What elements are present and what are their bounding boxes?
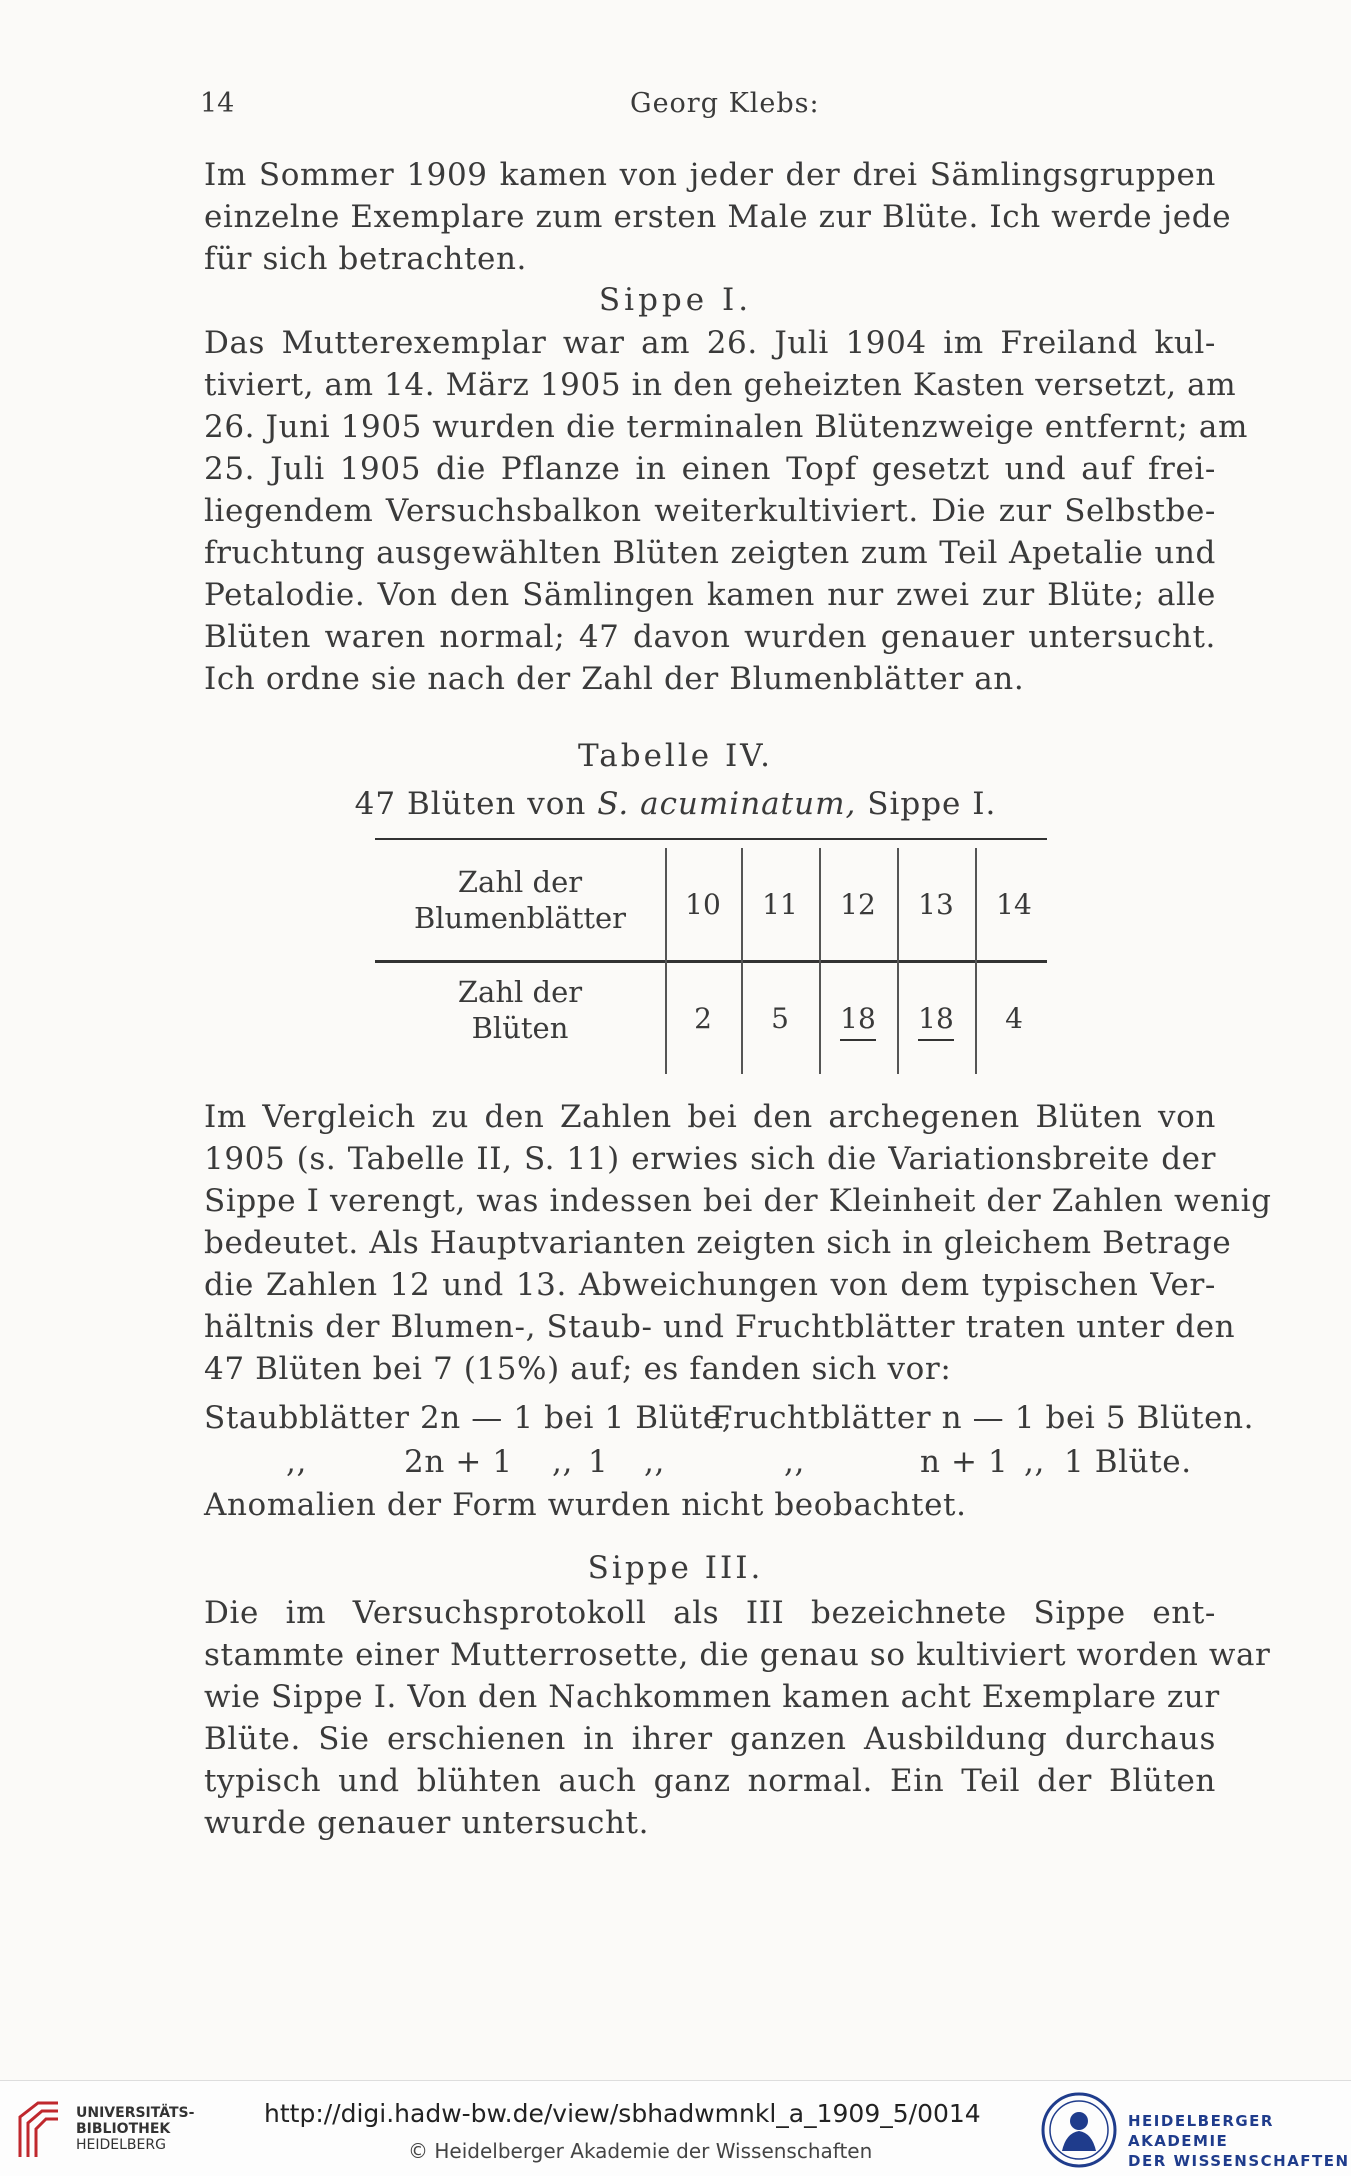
text-line: 26. Juni 1905 wurden die terminalen Blütenzweige entfernt; am (204, 409, 1248, 445)
cell-value: 18 (840, 1002, 876, 1041)
section-heading-sippe-1: Sippe I. (598, 282, 753, 318)
text-line: hältnis der Blumen-, Staub- und Fruchtblätter traten unter den (204, 1309, 1236, 1345)
university-library-name (76, 2105, 194, 2153)
table-divider (819, 848, 821, 1074)
list-item: 1 (588, 1444, 609, 1480)
ditto-mark: ,, (286, 1444, 307, 1480)
caption-suffix: Sippe I. (867, 786, 997, 822)
list-item: 1 Blüte. (1064, 1444, 1192, 1480)
ub-line: HEIDELBERG (76, 2137, 166, 2153)
table-cell: 2 (694, 1002, 712, 1035)
text-line: Das Mutterexemplar war am 26. Juli 1904 im Freiland kul- (204, 325, 1216, 361)
text-line: Sippe I verengt, was indessen bei der Kleinheit der Zahlen wenig (204, 1183, 1272, 1219)
table-middle-rule (375, 960, 1047, 963)
row-header-line: Blumenblätter (413, 901, 627, 935)
comparison-paragraph (204, 1096, 1272, 1390)
text-line: wie Sippe I. Von den Nachkommen kamen acht Exemplare zur (204, 1679, 1220, 1715)
text-line: die Zahlen 12 und 13. Abweichungen von dem typischen Ver- (204, 1267, 1216, 1303)
academy-line: HEIDELBERGER AKADEMIE (1128, 2112, 1274, 2150)
permalink-url[interactable]: http://digi.hadw-bw.de/view/sbhadwmnkl_a_1909_5/0014 (264, 2099, 981, 2128)
text-line: Die im Versuchsprotokoll als III bezeichnete Sippe ent- (204, 1595, 1216, 1631)
academy-name (1128, 2111, 1351, 2171)
university-library-logo-icon (14, 2099, 64, 2159)
table-title: Tabelle IV. (577, 738, 774, 774)
ub-line: BIBLIOTHEK (76, 2121, 171, 2137)
list-item: 2n + 1 (404, 1444, 513, 1480)
row-header-blumenblaetter (375, 864, 665, 936)
table-cell: 10 (685, 888, 721, 921)
table-divider (975, 848, 977, 1074)
text-line: Im Sommer 1909 kamen von jeder der drei Sämlingsgruppen (204, 157, 1216, 193)
data-table (375, 838, 1047, 1074)
viewer-footer (0, 2080, 1351, 2176)
text-line: stammte einer Mutterrosette, die genau so kultiviert worden war (204, 1637, 1271, 1673)
text-line: liegendem Versuchsbalkon weiterkultiviert. Die zur Selbstbe- (204, 493, 1216, 529)
list-item: Staubblätter 2n — 1 bei 1 Blüte, (204, 1400, 733, 1436)
text-line: Blüten waren normal; 47 davon wurden genauer untersucht. (204, 619, 1216, 655)
ub-line: UNIVERSITÄTS- (76, 2105, 195, 2121)
ditto-mark: ,, (1024, 1444, 1045, 1480)
text-line: bedeutet. Als Hauptvarianten zeigten sich in gleichem Betrage (204, 1225, 1232, 1261)
row-header-blueten (375, 974, 665, 1046)
page-header (200, 88, 1220, 128)
table-cell-underlined (898, 1002, 974, 1035)
text-line: einzelne Exemplare zum ersten Male zur Blüte. Ich werde jede (204, 199, 1232, 235)
text-line: wurde genauer untersucht. (204, 1805, 650, 1841)
ditto-mark: ,, (784, 1444, 805, 1480)
running-title: Georg Klebs: (630, 88, 820, 119)
text-line: Ich ordne sie nach der Zahl der Blumenblätter an. (204, 661, 1025, 697)
text-line: 25. Juli 1905 die Pflanze in einen Topf gesetzt und auf frei- (204, 451, 1216, 487)
table-cell: 5 (771, 1002, 789, 1035)
text-line: 1905 (s. Tabelle II, S. 11) erwies sich die Variationsbreite der (204, 1141, 1216, 1177)
text-line: 47 Blüten bei 7 (15%) auf; es fanden sich vor: (204, 1351, 952, 1387)
table-cell: 14 (996, 888, 1032, 921)
row-header-line: Zahl der (457, 975, 583, 1009)
cell-value: 18 (918, 1002, 954, 1041)
table-cell: 11 (762, 888, 798, 921)
table-cell-underlined (820, 1002, 896, 1035)
table-cell: 4 (1005, 1002, 1023, 1035)
table-divider (897, 848, 899, 1074)
copyright-notice: © Heidelberger Akademie der Wissenschaften (408, 2139, 873, 2163)
text-line: Anomalien der Form wurden nicht beobachtet. (204, 1487, 967, 1523)
anomalien-paragraph (204, 1484, 1216, 1526)
anomaly-list-row (204, 1400, 1255, 1442)
table-top-rule (375, 838, 1047, 840)
text-line: Im Vergleich zu den Zahlen bei den archegenen Blüten von (204, 1099, 1216, 1135)
text-line: Petalodie. Von den Sämlingen kamen nur zwei zur Blüte; alle (204, 577, 1216, 613)
table-caption (0, 786, 1351, 822)
text-line: typisch und blühten auch ganz normal. Ein Teil der Blüten (204, 1763, 1216, 1799)
table-divider (665, 848, 667, 1074)
sippe-3-paragraph (204, 1592, 1271, 1844)
intro-paragraph (204, 154, 1232, 280)
table-cell: 13 (918, 888, 954, 921)
section-heading-sippe-3: Sippe III. (587, 1550, 764, 1586)
academy-line: DER WISSENSCHAFTEN (1128, 2152, 1350, 2170)
table-cell: 12 (840, 888, 876, 921)
ditto-mark: ,, (552, 1444, 573, 1480)
caption-prefix: 47 Blüten von (354, 786, 587, 822)
academy-seal-icon (1040, 2091, 1118, 2169)
sippe-1-paragraph (204, 322, 1248, 700)
text-line: tiviert, am 14. März 1905 in den geheizten Kasten versetzt, am (204, 367, 1237, 403)
text-line: für sich betrachten. (204, 241, 528, 277)
table-divider (741, 848, 743, 1074)
list-item: n + 1 (920, 1444, 1009, 1480)
anomaly-list-row (204, 1444, 1216, 1486)
ditto-mark: ,, (644, 1444, 665, 1480)
row-header-line: Zahl der (457, 865, 583, 899)
list-item: Fruchtblätter n — 1 bei 5 Blüten. (711, 1400, 1255, 1436)
row-header-line: Blüten (471, 1011, 569, 1045)
page-number: 14 (200, 88, 235, 119)
caption-species: S. acuminatum, (597, 786, 857, 822)
text-line: fruchtung ausgewählten Blüten zeigten zum Teil Apetalie und (204, 535, 1216, 571)
text-line: Blüte. Sie erschienen in ihrer ganzen Ausbildung durchaus (204, 1721, 1216, 1757)
